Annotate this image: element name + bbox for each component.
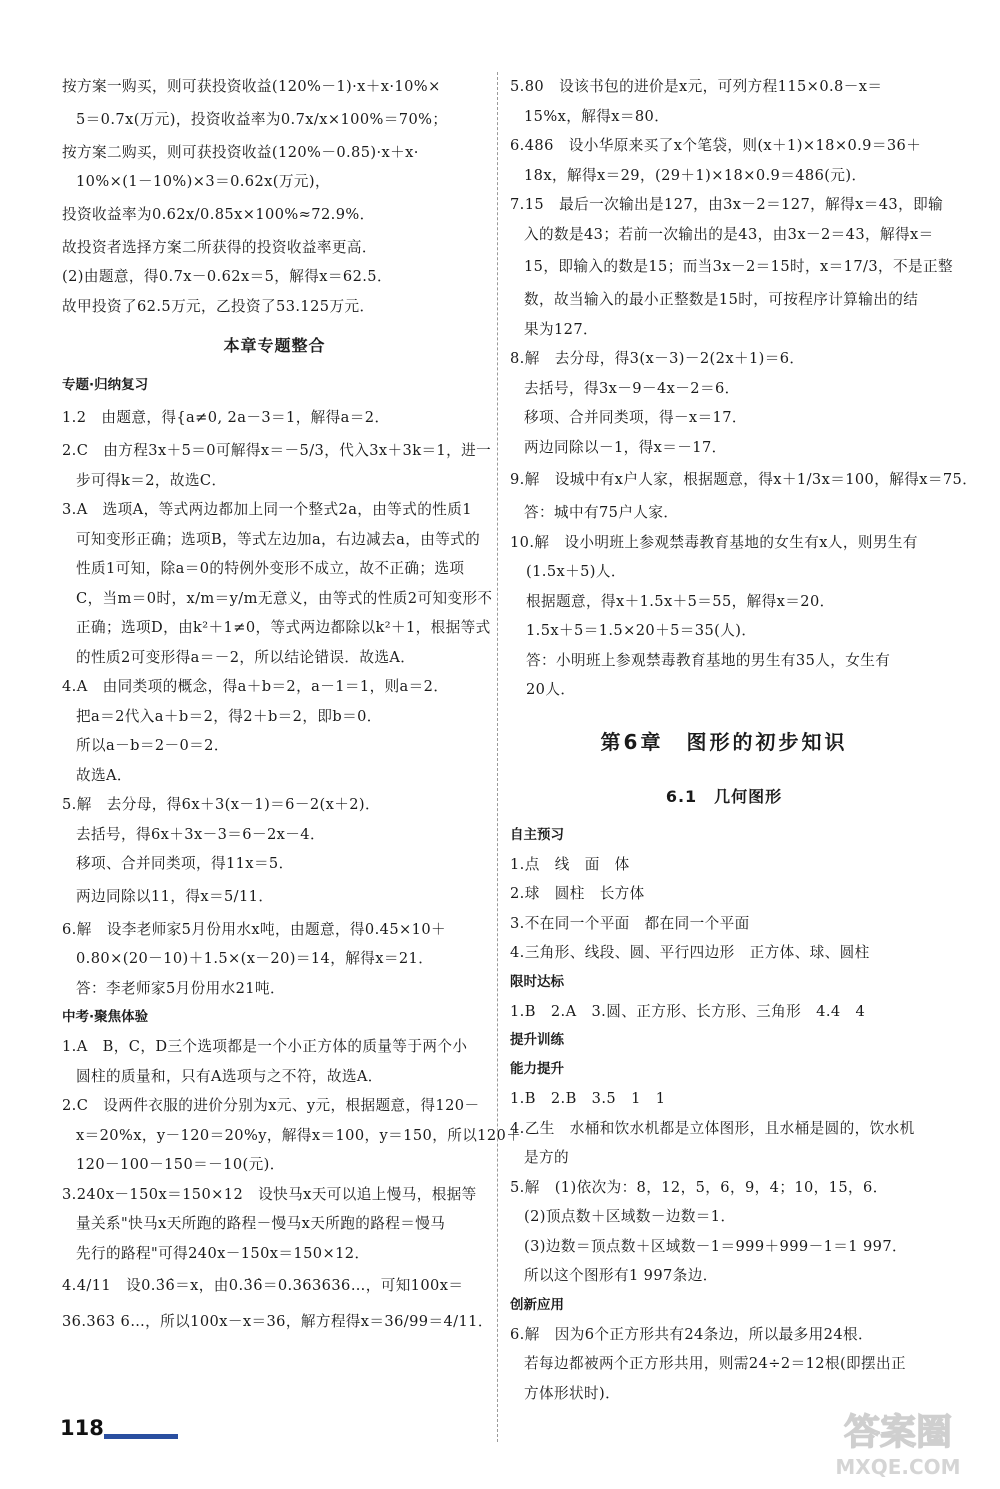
answer-line: 是方的	[524, 1149, 569, 1166]
answer-line: 15%x，解得x＝80．	[524, 107, 670, 125]
watermark-logo-icon	[818, 1402, 978, 1482]
answer-line: 根据题意，得x＋1.5x＋5＝55，解得x＝20．	[526, 592, 835, 610]
answer-line: 先行的路程"可得240x－150x＝150×12．	[76, 1244, 370, 1262]
answer-line: 答：城中有75户人家．	[524, 504, 679, 521]
answer-line: 3.240x－150x＝150×12 设快马x天可以追上慢马，根据等	[62, 1185, 477, 1203]
text-line: 10%×(1－10%)×3＝0.62x(万元)，	[76, 173, 330, 190]
answer-line: 3.A 选项A，等式两边都加上同一个整式2a，由等式的性质1	[62, 501, 472, 518]
answer-line: 故选A．	[76, 766, 132, 784]
answer-line: 移项、合并同类项，得11x＝5．	[76, 855, 294, 872]
answer-line: 入的数是43；若前一次输出的是43，由3x－2＝43，解得x＝	[524, 225, 934, 243]
answer-line: (1.5x＋5)人．	[526, 563, 626, 580]
page-number: 118	[60, 1416, 104, 1440]
answer-line: 36.363 6…，所以100x－x＝36，解方程得x＝36/99＝4/11．	[62, 1313, 493, 1330]
answer-line: 6.解 因为6个正方形共有24条边，所以最多用24根．	[510, 1325, 874, 1343]
answer-line: 1.B 2.B 3.5 1 1	[510, 1090, 666, 1107]
answer-line: 移项、合并同类项，得－x＝17．	[524, 409, 747, 426]
answer-line: 4.三角形、线段、圆、平行四边形 正方体、球、圆柱	[510, 944, 870, 961]
subsection-heading: 限时达标	[510, 973, 564, 990]
answer-line: 1.B 2.A 3.圆、正方形、长方形、三角形 4.4 4	[510, 1002, 866, 1020]
answer-line: 4.乙生 水桶和饮水机都是立体图形，且水桶是圆的，饮水机	[510, 1119, 915, 1137]
subsection-heading: 自主预习	[510, 826, 564, 843]
text-line: 5＝0.7x(万元)，投资收益率为0.7x/x×100%＝70%；	[76, 110, 448, 128]
text-line: (2)由题意，得0.7x－0.62x＝5，解得x＝62.5．	[62, 268, 392, 285]
watermark-text: 答案圈	[843, 1412, 953, 1453]
subsection-heading: 中考·聚焦体验	[62, 1009, 149, 1025]
answer-line: 所以a－b＝2－0＝2．	[76, 737, 229, 754]
answer-line: 18x，解得x＝29，(29＋1)×18×0.9＝486(元)．	[524, 166, 867, 184]
answer-line: 答：李老师家5月份用水21吨．	[76, 979, 285, 997]
answer-line: 5.解 (1)依次为：8，12，5，6，9，4；10，15，6．	[510, 1178, 888, 1196]
text-line: 按方案一购买，则可获投资收益(120%－1)·x＋x·10%×	[62, 78, 441, 95]
answer-line: 4.A 由同类项的概念，得a＋b＝2，a－1＝1，则a＝2．	[62, 678, 449, 695]
right-column	[510, 72, 978, 1408]
answer-line: 2.C 设两件衣服的进价分别为x元、y元，根据题意，得120－	[62, 1097, 480, 1114]
text-line: 按方案二购买，则可获投资收益(120%－0.85)·x＋x·	[62, 143, 419, 161]
answer-line: 1.2 由题意，得{a≠0, 2a－3＝1，解得a＝2．	[62, 409, 390, 426]
answer-line: 两边同除以－1，得x＝－17．	[524, 438, 727, 456]
answer-line: x＝20%x，y－120＝20%y，解得x＝100，y＝150，所以120＋	[76, 1126, 522, 1144]
answer-line: 1.点 线 面 体	[510, 855, 630, 873]
review-answers	[62, 400, 493, 1003]
answer-line: 5.解 去分母，得6x＋3(x－1)＝6－2(x＋2)．	[62, 796, 381, 813]
column-divider	[497, 72, 498, 1442]
watermark-url: MXQE.COM	[835, 1455, 961, 1479]
answer-line: 120－100－150＝－10(元)．	[76, 1156, 285, 1173]
answer-line: 10.解 设小明班上参观禁毒教育基地的女生有x人，则男生有	[510, 533, 918, 551]
section-title: 本章专题整合	[223, 336, 326, 355]
answer-line: 0.80×(20－10)＋1.5×(x－20)＝14，解得x＝21．	[76, 950, 434, 967]
answer-line: 20人．	[526, 681, 576, 698]
intro-block	[62, 72, 487, 321]
answer-line: 去括号，得6x＋3x－3＝6－2x－4．	[76, 825, 325, 843]
answer-line: 两边同除以11，得x＝5/11．	[76, 887, 274, 905]
answer-line: 答：小明班上参观禁毒教育基地的男生有35人，女生有	[526, 651, 891, 669]
answer-line: 2.C 由方程3x＋5＝0可解得x＝－5/3，代入3x＋3k＝1，进一	[62, 442, 492, 459]
answer-line: 果为127．	[524, 320, 599, 338]
subchapter-title: 6.1 几何图形	[665, 786, 783, 806]
answer-line: C，当m＝0时，x/m＝y/m无意义，由等式的性质2可知变形不	[76, 589, 493, 607]
answer-line: 若每边都被两个正方形共用，则需24÷2＝12根(即摆出正	[524, 1355, 907, 1372]
subsection-heading: 提升训练	[510, 1032, 564, 1048]
text-line: 故投资者选择方案二所获得的投资收益率更高．	[62, 238, 377, 256]
subsection-heading: 创新应用	[510, 1296, 564, 1313]
answer-line: 6.486 设小华原来买了x个笔袋，则(x＋1)×18×0.9＝36＋	[510, 137, 922, 154]
answer-line: 8.解 去分母，得3(x－3)－2(2x＋1)＝6．	[510, 350, 805, 367]
left-column	[62, 72, 522, 1340]
answer-line: (2)顶点数＋区域数－边数＝1．	[524, 1208, 736, 1225]
answer-line: 把a＝2代入a＋b＝2，得2＋b＝2，即b＝0．	[76, 707, 382, 725]
answer-line: (3)边数＝顶点数＋区域数－1＝999＋999－1＝1 997．	[524, 1237, 908, 1255]
answer-line: 3.不在同一个平面 都在同一个平面	[510, 914, 750, 932]
exam-answers	[62, 1032, 522, 1340]
chapter-title: 第6章 图形的初步知识	[600, 729, 848, 754]
text-line: 投资收益率为0.62x/0.85x×100%≈72.9%．	[62, 205, 375, 223]
answer-line: 圆柱的质量和，只有A选项与之不符，故选A．	[76, 1067, 383, 1085]
subsection-heading: 能力提升	[510, 1061, 564, 1077]
answer-line: 正确；选项D，由k²＋1≠0，等式两边都除以k²＋1，根据等式	[76, 619, 491, 636]
answer-line: 步可得k＝2，故选C．	[76, 471, 227, 489]
answer-line: 1.A B，C，D三个选项都是一个小正方体的质量等于两个小	[62, 1038, 468, 1055]
answer-line: 所以这个图形有1 997条边．	[524, 1267, 718, 1284]
subsection-heading: 专题·归纳复习	[62, 377, 149, 393]
answer-line: 6.解 设李老师家5月份用水x吨，由题意，得0.45×10＋	[62, 920, 447, 938]
page-accent-bar	[104, 1434, 178, 1439]
answer-line: 4.4/11 设0.3̇6̇＝x，由0.3̇6̇＝0.363636…，可知100x＝	[62, 1277, 464, 1294]
answer-line: 7.15 最后一次输出是127，由3x－2＝127，解得x＝43，即输	[510, 196, 944, 213]
answer-line: 9.解 设城中有x户人家，根据题意，得x＋1/3x＝100，解得x＝75．	[510, 471, 978, 488]
answer-line: 量关系"快马x天所跑的路程－慢马x天所跑的路程＝慢马	[76, 1215, 446, 1232]
answer-line: 的性质2可变形得a＝－2，所以结论错误．故选A．	[76, 648, 416, 666]
answer-line: 数，故当输入的最小正整数是15时，可按程序计算输出的结	[524, 291, 919, 308]
answer-line: 2.球 圆柱 长方体	[510, 885, 645, 902]
answer-line: 1.5x＋5＝1.5×20＋5＝35(人)．	[526, 622, 757, 639]
answer-line: 去括号，得3x－9－4x－2＝6．	[524, 379, 740, 397]
text-line: 故甲投资了62.5万元，乙投资了53.125万元．	[62, 297, 375, 315]
answer-line: 15，即输入的数是15；而当3x－2＝15时，x＝17/3，不是正整	[524, 258, 953, 275]
continued-answers	[510, 72, 978, 705]
answer-line: 可知变形正确；选项B，等式左边加a，右边减去a，由等式的	[76, 530, 481, 548]
answer-line: 方体形状时)．	[524, 1384, 621, 1402]
answer-line: 5.80 设该书包的进价是x元，可列方程115×0.8－x＝	[510, 78, 883, 95]
answer-line: 性质1可知，除a＝0的特例外变形不成立，故不正确；选项	[76, 560, 465, 577]
